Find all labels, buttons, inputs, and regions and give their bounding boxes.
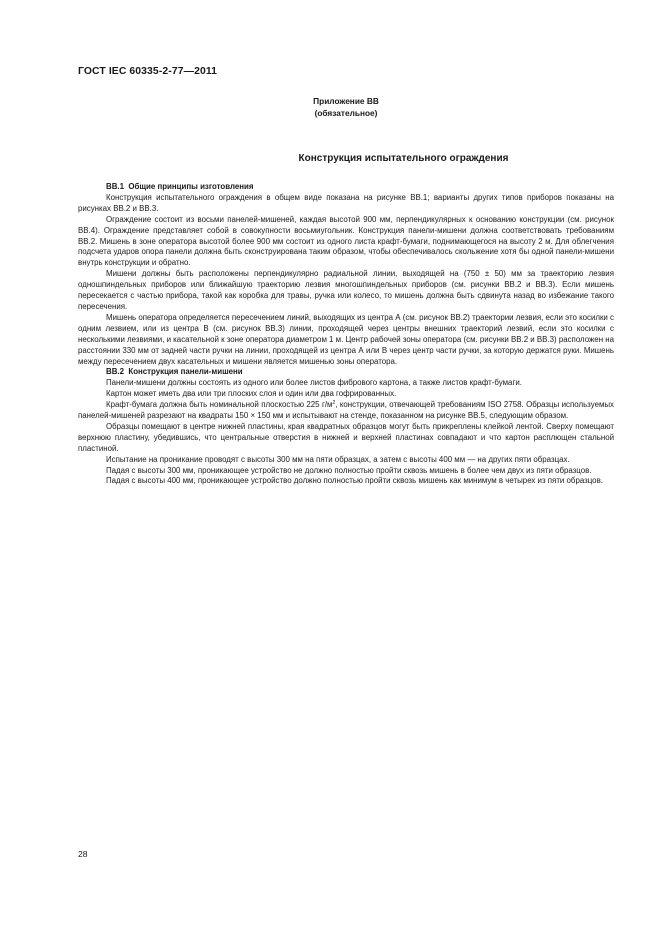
paragraph: Образцы помещают в центре нижней пластины, края квадратных образцов могут быть прикреплены клейкой лентой. Сверху помещают верхнюю пластину, убедившись, что центральные отверстия в нижней и верхней пластинах совпадают и что картон расплющен стальной пластиной. (78, 421, 614, 453)
annex-main-title: Конструкция испытательного ограждения (298, 153, 509, 164)
text-fragment: Крафт-бумага должна быть номинальной плоскостью 225 г/м (106, 400, 333, 410)
section-heading-bb1 (78, 182, 614, 193)
paragraph: Падая с высоты 400 мм, проникающее устройство должно полностью пройти сквозь мишень как минимум в четырех из пяти образцов. (106, 476, 603, 486)
annex-heading (250, 96, 442, 119)
text-fragment: , конструкции, отвечающей требованиям ISO 2758. Образцы используемых панелей-мишеней разрезают на квадраты 150 × 150 мм и испытывают на стенде, показанном на рисунке ВВ.5, следующим образом. (78, 400, 614, 421)
annex-status: (обязательное) (314, 107, 378, 118)
section-heading-bb2 (78, 367, 614, 378)
paragraph: Панели-мишени должны состоять из одного или более листов фибрового картона, а также листов крафт-бумаги. (106, 378, 522, 388)
section-number: ВВ.1 (106, 182, 124, 191)
paragraph: Ограждение состоит из восьми панелей-мишеней, каждая высотой 900 мм, перпендикулярных к основанию конструкции (см. рисунок ВВ.4). Ограждение представляет собой в совокупности восьмиугольник. Конструкция панели-мишени должна соответствовать требованиям ВВ.2. Мишень в зоне оператора высотой более 900 мм состоит из одного листа крафт-бумаги, поднимающегося на высоту 2 м. Для облегчения подсчета ударов опора панели должна быть сконструирована таким образом, чтобы обеспечивалось скольжение хотя бы одной панели-мишени внутрь конструкции и обратно. (78, 214, 614, 268)
paragraph: Картон может иметь два или три плоских слоя и один или два гофрированных. (106, 389, 397, 399)
section-title: Общие принципы изготовления (128, 182, 254, 191)
document-code: ГОСТ IEC 60335-2-77—2011 (78, 66, 218, 77)
page-number: 28 (78, 849, 88, 859)
section-number: ВВ.2 (106, 367, 124, 377)
superscript: 2 (332, 400, 336, 407)
annex-title: Приложение ВВ (313, 96, 379, 106)
paragraph: Испытание на проникание проводят с высоты 300 мм на пяти образцах, а затем с высоты 400 мм — на других пяти образцах. (106, 454, 570, 464)
paragraph: Мишени должны быть расположены перпендикулярно радиальной линии, выходящей на (750 ± 50) мм за траекторию лезвия одношпиндельных приборов или ближайшую траекторию лезвия многошпиндельных приборов (см. рисунки ВВ.2 и ВВ.3). Если мишень пересекается с частью прибора, такой как коробка для травы, ручка или колесо, то мишень должна быть сдвинута назад во избежание такого пересечения. (78, 269, 614, 311)
paragraph: Мишень оператора определяется пересечением линий, выходящих из центра А (см. рисунок ВВ.2) траектории лезвия, если это косилки с одним лезвием, или из центра В (см. рисунок ВВ.3) линии, проходящей через центры внешних траекторий лезвий, если это косилки с несколькими лезвиями, и касательной к зоне оператора диаметром 1 м. Центр рабочей зоны оператора (см. рисунки ВВ.2 и ВВ.3) расположен на расстоянии 330 мм от задней части ручки на линии, проходящей из центра А или В через центр части ручки, за которую держатся руки. Мишень между пересечением двух касательных и мишени является мишенью зоны оператора. (78, 312, 614, 366)
section-title: Конструкция панели-мишени (128, 367, 243, 377)
paragraph: Конструкция испытательного ограждения в общем виде показана на рисунке ВВ.1; варианты других типов приборов показаны на рисунках ВВ.2 и ВВ.3. (78, 192, 614, 213)
paragraph: Падая с высоты 300 мм, проникающее устройство не должно полностью пройти сквозь мишень в более чем двух из пяти образцов. (106, 465, 592, 475)
document-body (78, 182, 614, 487)
paragraph-kraft-paper (78, 400, 614, 422)
